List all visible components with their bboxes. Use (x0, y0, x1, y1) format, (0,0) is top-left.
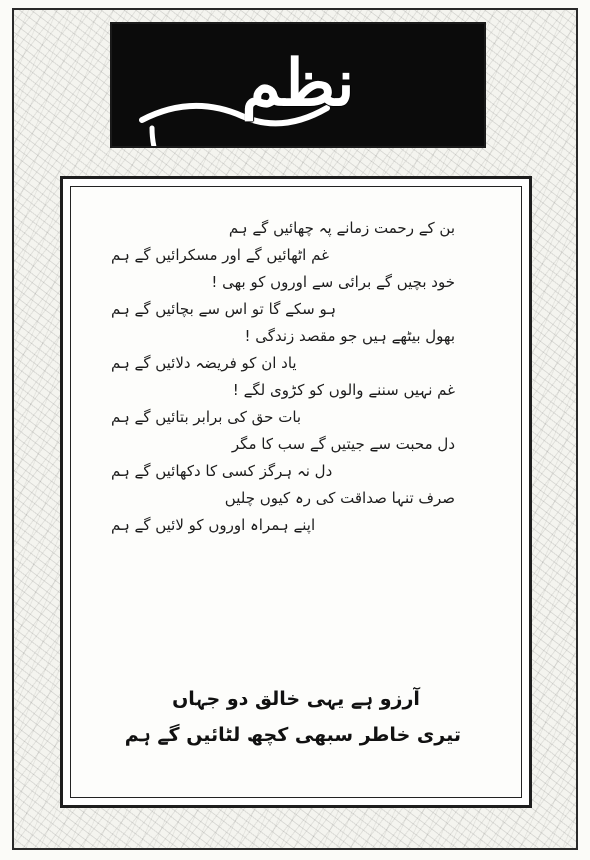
verse-line: دل نہ ہرگز کسی کا دکھائیں گے ہم (111, 462, 333, 480)
verse-line: اپنے ہمراہ اوروں کو لائیں گے ہم (111, 516, 316, 534)
verse-line: بھول بیٹھے ہیں جو مقصد زندگی ! (244, 327, 455, 345)
verse-line: ہو سکے گا تو اس سے بچائیں گے ہم (111, 300, 337, 318)
verse-line: غم نہیں سننے والوں کو کڑوی لگے ! (232, 381, 455, 399)
verse-line: غم اٹھائیں گے اور مسکرائیں گے ہم (111, 246, 329, 264)
title-banner (110, 22, 486, 148)
verse-line: یاد ان کو فریضہ دلائیں گے ہم (111, 354, 297, 372)
verse-line: بن کے رحمت زمانے پہ چھائیں گے ہم (228, 219, 455, 237)
verse-line: خود بچیں گے برائی سے اوروں کو بھی ! (211, 273, 455, 291)
closing-line: آرزو ہے یہی خالق دو جہاں (172, 688, 420, 710)
poem-body (111, 215, 455, 539)
verse-line: بات حق کی برابر بتائیں گے ہم (111, 408, 302, 426)
content-frame (60, 176, 532, 808)
verse-line: صرف تنہا صداقت کی رہ کیوں چلیں (224, 489, 455, 507)
poem-title: نظم (241, 46, 355, 121)
verse-line: دل محبت سے جیتیں گے سب کا مگر (231, 435, 455, 453)
closing-line: تیری خاطر سبھی کچھ لٹائیں گے ہم (124, 724, 461, 746)
closing-couplet (124, 681, 461, 753)
content-inner-frame (70, 186, 522, 798)
